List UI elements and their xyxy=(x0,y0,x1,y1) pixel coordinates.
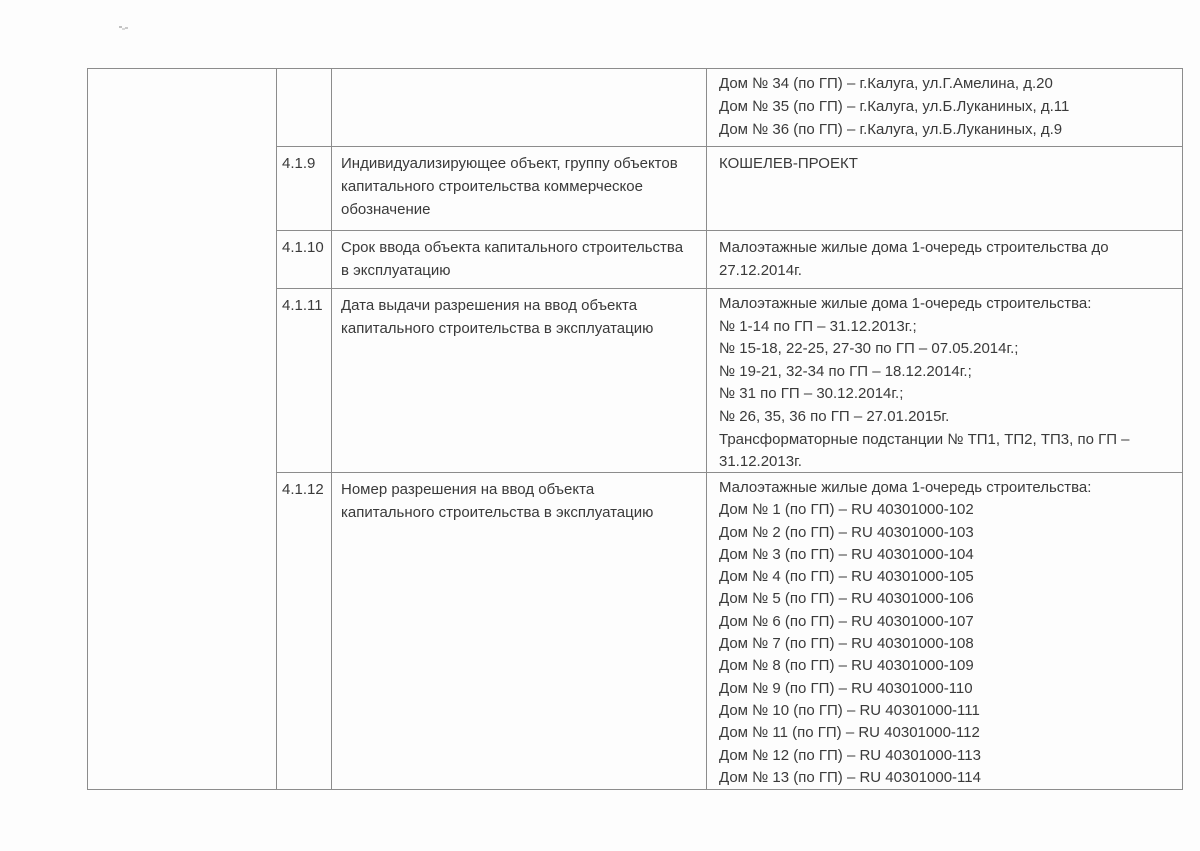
row-value-cell xyxy=(707,473,1182,789)
text-line: Дом № 4 (по ГП) – RU 40301000-105 xyxy=(719,568,974,586)
text-line: Малоэтажные жилые дома 1-очередь строительства: xyxy=(719,479,1092,496)
text-line: Дом № 10 (по ГП) – RU 40301000-111 xyxy=(719,701,980,719)
text-line: Дом № 8 (по ГП) – RU 40301000-109 xyxy=(719,657,974,675)
text-line: № 19-21, 32-34 по ГП – 18.12.2014г.; xyxy=(719,362,972,380)
row-value-cell xyxy=(707,147,1182,230)
row-value-cell xyxy=(707,69,1182,146)
row-value-cell xyxy=(707,231,1182,288)
text-line: № 15-18, 22-25, 27-30 по ГП – 07.05.2014г.; xyxy=(719,340,1019,358)
text-line: Дом № 34 (по ГП) – г.Калуга, ул.Г.Амелина, д.20 xyxy=(719,75,1053,92)
text-line: Дом № 5 (по ГП) – RU 40301000-106 xyxy=(719,590,974,608)
text-line: капитального строительства в эксплуатацию xyxy=(341,504,654,521)
text-line: Дом № 13 (по ГП) – RU 40301000-114 xyxy=(719,768,981,786)
text-line: КОШЕЛЕВ-ПРОЕКТ xyxy=(719,155,858,172)
text-line: в эксплуатацию xyxy=(341,262,451,279)
row-label-cell xyxy=(332,147,707,230)
row-number-cell: 4.1.9 xyxy=(277,147,332,230)
row-label-cell xyxy=(332,289,707,472)
scan-speck xyxy=(119,26,122,28)
row-number-cell: 4.1.10 xyxy=(277,231,332,288)
row-value-cell xyxy=(707,289,1182,472)
text-line: Дом № 1 (по ГП) – RU 40301000-102 xyxy=(719,501,974,519)
text-line: Дом № 35 (по ГП) – г.Калуга, ул.Б.Луканиных, д.11 xyxy=(719,98,1070,115)
text-line: обозначение xyxy=(341,201,431,218)
text-line: Дом № 7 (по ГП) – RU 40301000-108 xyxy=(719,635,974,653)
text-line: Дом № 11 (по ГП) – RU 40301000-112 xyxy=(719,724,980,742)
row-number-cell: 4.1.12 xyxy=(277,473,332,789)
text-line: капитального строительства в эксплуатацию xyxy=(341,320,654,337)
text-line: Малоэтажные жилые дома 1-очередь строительства: xyxy=(719,295,1092,312)
text-line: капитального строительства коммерческое xyxy=(341,178,643,195)
text-line: Дом № 12 (по ГП) – RU 40301000-113 xyxy=(719,746,981,764)
row-number-cell: 4.1.11 xyxy=(277,289,332,472)
text-line: Дом № 6 (по ГП) – RU 40301000-107 xyxy=(719,612,974,630)
text-line: Дом № 3 (по ГП) – RU 40301000-104 xyxy=(719,545,974,563)
table-main-columns xyxy=(277,69,1182,789)
text-line: Индивидуализирующее объект, группу объектов xyxy=(341,155,678,172)
text-line: № 1-14 по ГП – 31.12.2013г.; xyxy=(719,317,917,335)
row-label-cell xyxy=(332,69,707,146)
row-label-cell xyxy=(332,473,707,789)
text-line: Трансформаторные подстанции № ТП1, ТП2, ТП3, по ГП – 31.12.2013г. xyxy=(719,430,1130,471)
project-declaration-table xyxy=(87,68,1183,790)
table-row-4-1-9 xyxy=(277,147,1182,231)
text-line: Дом № 36 (по ГП) – г.Калуга, ул.Б.Луканиных, д.9 xyxy=(719,121,1063,138)
text-line: № 26, 35, 36 по ГП – 27.01.2015г. xyxy=(719,407,950,425)
table-row-4-1-12 xyxy=(277,473,1182,789)
table-row-4-1-10 xyxy=(277,231,1182,289)
text-line: Дом № 9 (по ГП) – RU 40301000-110 xyxy=(719,679,973,697)
text-line: Срок ввода объекта капитального строительства xyxy=(341,239,684,256)
table-row-4-1-11 xyxy=(277,289,1182,473)
row-label-cell xyxy=(332,231,707,288)
text-line: Номер разрешения на ввод объекта xyxy=(341,481,595,498)
text-line: № 31 по ГП – 30.12.2014г.; xyxy=(719,385,904,403)
text-line: Малоэтажные жилые дома 1-очередь строительства до 27.12.2014г. xyxy=(719,239,1109,279)
table-row-continuation xyxy=(277,69,1182,147)
text-line: Дата выдачи разрешения на ввод объекта xyxy=(341,297,638,314)
row-number-cell xyxy=(277,69,332,146)
text-line: Дом № 2 (по ГП) – RU 40301000-103 xyxy=(719,523,974,541)
left-merged-cell xyxy=(88,69,277,789)
